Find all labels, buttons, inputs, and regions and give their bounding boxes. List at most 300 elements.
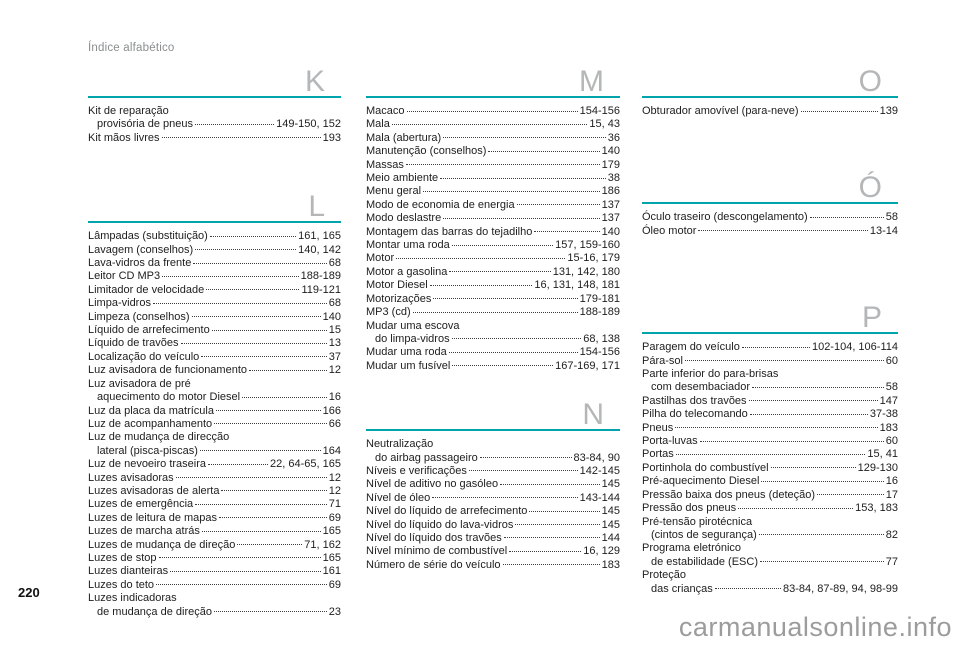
index-section-M (366, 62, 620, 373)
entry-pages: 68, 138 (583, 332, 620, 345)
index-entry (366, 545, 620, 558)
section-letter: Ó (858, 171, 882, 205)
index-section-L (88, 187, 341, 619)
dot-leader (509, 551, 581, 552)
entry-pages: 140 (601, 225, 620, 238)
index-entry (88, 565, 341, 578)
entry-pages: 140, 142 (298, 243, 341, 256)
dot-leader (214, 423, 327, 424)
entry-label: Luz avisadora de funcionamento (88, 364, 247, 377)
entry-pages: 149-150, 152 (276, 118, 341, 131)
index-entry (642, 355, 898, 368)
entry-label: Porta-luvas (642, 435, 698, 448)
entry-label: Mudar uma escova (366, 319, 460, 332)
entry-label: Kit mãos livres (88, 131, 160, 144)
entry-pages: 140 (601, 145, 620, 158)
index-entry (88, 391, 341, 404)
index-entry (88, 311, 341, 324)
index-entry (642, 489, 898, 502)
dot-leader (715, 588, 781, 589)
entry-label: aquecimento do motor Diesel (97, 391, 241, 404)
entry-label: Programa eletrónico (642, 542, 742, 555)
entry-label: MP3 (cd) (366, 306, 411, 319)
entry-label: do airbag passageiro (375, 451, 478, 464)
dot-leader (761, 481, 883, 482)
entry-pages: 147 (879, 394, 898, 407)
index-entry (642, 516, 898, 529)
entry-pages: 167-169, 171 (555, 359, 620, 372)
entry-label: Luzes do teto (88, 578, 155, 591)
section-letter: O (858, 65, 882, 98)
watermark: carmanualsonline.info (678, 612, 952, 642)
entry-list (642, 105, 898, 118)
entry-pages: 144 (601, 531, 620, 544)
dot-leader (452, 338, 582, 339)
entry-label: Modo de economia de energia (366, 198, 515, 211)
index-entry (88, 472, 341, 485)
dot-leader (162, 137, 321, 138)
index-entry (366, 320, 620, 333)
entry-label: Lâmpadas (substituição) (88, 230, 208, 243)
index-entry (642, 368, 898, 381)
index-entry (366, 492, 620, 505)
entry-label: Massas (366, 158, 404, 171)
index-entry (88, 337, 341, 350)
index-entry (642, 408, 898, 421)
index-entry (88, 512, 341, 525)
entry-label: Mala (abertura) (366, 131, 442, 144)
entry-list (88, 230, 341, 619)
entry-pages: 16, 129 (583, 545, 620, 558)
index-entry (366, 293, 620, 306)
entry-pages: 129-130 (857, 461, 898, 474)
entry-label: Luz de nevoeiro traseira (88, 458, 207, 471)
dot-leader (698, 230, 867, 231)
dot-leader (195, 124, 274, 125)
dot-leader (413, 312, 578, 313)
entry-pages: 145 (601, 505, 620, 518)
index-section-O (642, 62, 898, 118)
entry-label: Níveis e verificações (366, 464, 467, 477)
entry-list (642, 341, 898, 596)
entry-label: Luz de acompanhamento (88, 417, 213, 430)
entry-pages: 15 (328, 324, 341, 337)
index-entry (642, 529, 898, 542)
index-entry (366, 199, 620, 212)
index-entry (366, 346, 620, 359)
entry-label: Meio ambiente (366, 172, 439, 185)
entry-label: Líquido de travões (88, 337, 179, 350)
index-entry (366, 145, 620, 158)
index-entry (88, 105, 341, 118)
entry-pages: 157, 159-160 (555, 239, 620, 252)
entry-pages: 137 (601, 212, 620, 225)
index-column-3 (642, 62, 898, 596)
entry-pages: 165 (322, 551, 341, 564)
index-section-K (88, 62, 341, 145)
dot-leader (221, 490, 326, 491)
entry-pages: 16, 131, 148, 181 (534, 279, 620, 292)
entry-label: Motor a gasolina (366, 265, 448, 278)
entry-pages: 165 (322, 525, 341, 538)
dot-leader (249, 370, 327, 371)
index-entry (642, 462, 898, 475)
entry-label: Luzes indicadoras (88, 592, 177, 605)
index-entry (366, 559, 620, 572)
entry-label: Nível do líquido de arrefecimento (366, 505, 528, 518)
section-header-rule (642, 298, 898, 334)
dot-leader (159, 557, 321, 558)
index-entry (88, 445, 341, 458)
index-entry (88, 118, 341, 131)
section-header-rule (642, 168, 898, 204)
entry-label: Limpeza (conselhos) (88, 310, 190, 323)
entry-label: Montar uma roda (366, 239, 450, 252)
index-entry (88, 418, 341, 431)
index-entry (642, 569, 898, 582)
entry-pages: 143-144 (579, 491, 620, 504)
dot-leader (517, 204, 600, 205)
entry-label: Luzes de stop (88, 551, 157, 564)
index-entry (88, 606, 341, 619)
index-entry (642, 105, 898, 118)
dot-leader (449, 352, 578, 353)
index-entry (88, 378, 341, 391)
section-header-rule (88, 187, 341, 223)
entry-pages: 193 (322, 131, 341, 144)
entry-list (366, 105, 620, 373)
dot-leader (214, 611, 327, 612)
dot-leader (406, 164, 600, 165)
index-entry (366, 452, 620, 465)
entry-label: Número de série do veículo (366, 558, 501, 571)
entry-label: Leitor CD MP3 (88, 270, 161, 283)
entry-pages: 179-181 (579, 292, 620, 305)
index-entry (88, 351, 341, 364)
dot-leader (700, 441, 884, 442)
index-entry (88, 525, 341, 538)
section-letter: L (308, 190, 325, 224)
entry-label: Pastilhas dos travões (642, 394, 747, 407)
entry-label: com desembaciador (651, 381, 751, 394)
index-entry (642, 542, 898, 555)
dot-leader (469, 470, 578, 471)
index-entry (366, 519, 620, 532)
index-entry (642, 225, 898, 238)
entry-label: de estabilidade (ESC) (651, 555, 759, 568)
entry-label: Menu geral (366, 185, 422, 198)
entry-label: Pressão baixa dos pneus (deteção) (642, 488, 816, 501)
index-entry (366, 333, 620, 346)
entry-pages: 16 (328, 391, 341, 404)
index-entry (366, 212, 620, 225)
dot-leader (212, 330, 327, 331)
index-entry (642, 341, 898, 354)
dot-leader (440, 178, 606, 179)
entry-label: Nível de óleo (366, 491, 431, 504)
index-entry (88, 405, 341, 418)
entry-label: Parte inferior do para-brisas (642, 368, 779, 381)
entry-list (642, 211, 898, 238)
entry-label: Localização do veículo (88, 350, 200, 363)
entry-label: Proteção (642, 569, 687, 582)
index-entry (88, 257, 341, 270)
dot-leader (749, 400, 878, 401)
entry-pages: 188-189 (300, 270, 341, 283)
index-entry (366, 239, 620, 252)
dot-leader (480, 457, 572, 458)
dot-leader (738, 508, 853, 509)
entry-pages: 145 (601, 518, 620, 531)
index-column-1 (88, 62, 341, 619)
index-entry (366, 159, 620, 172)
index-entry (366, 266, 620, 279)
index-entry (88, 579, 341, 592)
entry-label: Luz da placa da matrícula (88, 404, 214, 417)
entry-pages: 82 (885, 528, 898, 541)
index-entry (642, 395, 898, 408)
page-number: 220 (18, 585, 40, 600)
dot-leader (396, 258, 565, 259)
dot-leader (206, 289, 299, 290)
entry-label: Motor (366, 252, 395, 265)
dot-leader (504, 537, 600, 538)
entry-label: Mudar um fusível (366, 359, 451, 372)
entry-label: Pilha do telecomando (642, 408, 748, 421)
index-entry (642, 502, 898, 515)
dot-leader (801, 111, 878, 112)
entry-label: Obturador amovível (para-neve) (642, 105, 799, 117)
dot-leader (759, 534, 884, 535)
entry-label: Macaco (366, 105, 405, 117)
entry-pages: 38 (607, 172, 620, 185)
entry-pages: 71 (328, 498, 341, 511)
entry-pages: 188-189 (579, 306, 620, 319)
entry-pages: 12 (328, 484, 341, 497)
dot-leader (153, 303, 327, 304)
entry-label: Luzes de emergência (88, 498, 194, 511)
entry-label: (cintos de segurança) (651, 528, 757, 541)
entry-pages: 37 (328, 350, 341, 363)
dot-leader (675, 427, 877, 428)
section-letter: N (582, 398, 604, 432)
entry-pages: 69 (328, 578, 341, 591)
dot-leader (432, 497, 577, 498)
index-entry (88, 297, 341, 310)
entry-list (366, 438, 620, 572)
entry-label: Luzes avisadoras (88, 471, 174, 484)
entry-label: Óleo motor (642, 224, 697, 237)
index-entry (642, 556, 898, 569)
entry-pages: 186 (601, 185, 620, 198)
index-entry (366, 532, 620, 545)
entry-label: Manutenção (conselhos) (366, 145, 487, 158)
entry-label: Nível do líquido do lava-vidros (366, 518, 514, 531)
entry-label: Luz avisadora de pré (88, 377, 191, 390)
dot-leader (771, 467, 856, 468)
entry-label: do limpa-vidros (375, 332, 450, 345)
dot-leader (430, 285, 533, 286)
index-entry (366, 438, 620, 451)
entry-pages: 68 (328, 297, 341, 310)
entry-pages: 183 (601, 558, 620, 571)
index-entry (88, 592, 341, 605)
index-entry (366, 105, 620, 118)
entry-pages: 60 (885, 435, 898, 448)
section-header-rule (366, 395, 620, 431)
dot-leader (443, 218, 599, 219)
entry-pages: 13-14 (869, 224, 898, 237)
entry-pages: 12 (328, 364, 341, 377)
entry-pages: 131, 142, 180 (552, 265, 620, 278)
index-entry (88, 364, 341, 377)
index-entry (366, 185, 620, 198)
entry-pages: 66 (328, 417, 341, 430)
entry-pages: 22, 64-65, 165 (270, 458, 341, 471)
dot-leader (534, 231, 599, 232)
index-entry (88, 132, 341, 145)
dot-leader (529, 511, 599, 512)
index-entry (366, 252, 620, 265)
entry-list (88, 105, 341, 145)
entry-label: Luzes avisadoras de alerta (88, 484, 220, 497)
index-entry (88, 324, 341, 337)
entry-label: Lavagem (conselhos) (88, 243, 194, 256)
entry-label: de mudança de direção (97, 605, 212, 618)
dot-leader (201, 356, 326, 357)
index-entry (642, 422, 898, 435)
entry-label: Neutralização (366, 438, 434, 451)
dot-leader (760, 561, 884, 562)
dot-leader (685, 360, 884, 361)
entry-pages: 12 (328, 471, 341, 484)
entry-label: Nível de aditivo no gasóleo (366, 478, 499, 491)
entry-pages: 164 (322, 444, 341, 457)
dot-leader (237, 544, 302, 545)
entry-label: Paragem do veículo (642, 341, 740, 354)
entry-pages: 179 (601, 158, 620, 171)
dot-leader (156, 584, 327, 585)
entry-pages: 161 (322, 565, 341, 578)
entry-pages: 137 (601, 198, 620, 211)
entry-label: Nível do líquido dos travões (366, 531, 502, 544)
entry-pages: 15, 43 (589, 118, 620, 131)
entry-pages: 71, 162 (304, 538, 341, 551)
section-letter: M (579, 65, 604, 98)
entry-label: Mudar uma roda (366, 346, 447, 359)
section-header-rule (366, 62, 620, 98)
entry-pages: 15, 41 (867, 448, 898, 461)
dot-leader (181, 343, 327, 344)
entry-pages: 154-156 (579, 105, 620, 117)
dot-leader (210, 236, 296, 237)
dot-leader (202, 531, 321, 532)
entry-pages: 36 (607, 131, 620, 144)
entry-pages: 17 (885, 488, 898, 501)
entry-label: Pára-sol (642, 354, 683, 367)
entry-label: Montagem das barras do tejadilho (366, 225, 533, 238)
entry-label: Modo deslastre (366, 212, 442, 225)
entry-label: provisória de pneus (97, 118, 194, 131)
dot-leader (407, 111, 578, 112)
entry-pages: 83-84, 90 (573, 451, 620, 464)
dot-leader (488, 151, 599, 152)
entry-pages: 60 (885, 354, 898, 367)
dot-leader (200, 450, 321, 451)
entry-pages: 102-104, 106-114 (811, 341, 898, 354)
entry-pages: 145 (601, 478, 620, 491)
dot-leader (195, 249, 296, 250)
index-entry (642, 583, 898, 596)
index-entry (366, 360, 620, 373)
section-header-rule (88, 62, 341, 98)
entry-label: Óculo traseiro (descongelamento) (642, 211, 808, 224)
index-entry (88, 230, 341, 243)
index-entry (88, 458, 341, 471)
dot-leader (176, 477, 327, 478)
entry-pages: 68 (328, 257, 341, 270)
entry-label: lateral (pisca-piscas) (97, 444, 198, 457)
entry-pages: 153, 183 (855, 502, 898, 515)
dot-leader (208, 464, 268, 465)
index-entry (642, 435, 898, 448)
entry-label: Motor Diesel (366, 279, 428, 292)
dot-leader (195, 504, 327, 505)
index-entry (366, 279, 620, 292)
dot-leader (170, 571, 321, 572)
entry-label: Kit de reparação (88, 105, 169, 117)
entry-pages: 140 (322, 310, 341, 323)
index-entry (366, 478, 620, 491)
index-entry (88, 284, 341, 297)
entry-label: Luzes de mudança de direção (88, 538, 236, 551)
index-entry (366, 465, 620, 478)
index-entry (88, 244, 341, 257)
section-letter: P (861, 301, 882, 335)
entry-pages: 139 (879, 105, 898, 117)
entry-pages: 37-38 (869, 408, 898, 421)
section-header-rule (642, 62, 898, 98)
dot-leader (216, 410, 321, 411)
index-entry (642, 448, 898, 461)
index-section-P (642, 298, 898, 596)
dot-leader (515, 524, 599, 525)
dot-leader (752, 387, 884, 388)
index-entry (88, 498, 341, 511)
entry-pages: 83-84, 87-89, 94, 98-99 (783, 582, 898, 595)
index-entry (366, 132, 620, 145)
dot-leader (452, 365, 553, 366)
entry-label: Lava-vidros da frente (88, 257, 192, 270)
dot-leader (449, 271, 550, 272)
index-entry (366, 226, 620, 239)
entry-label: Luz de mudança de direcção (88, 431, 230, 444)
entry-label: Limitador de velocidade (88, 283, 205, 296)
entry-label: Luzes de marcha atrás (88, 525, 200, 538)
dot-leader (219, 517, 327, 518)
entry-pages: 77 (885, 555, 898, 568)
entry-pages: 15-16, 179 (567, 252, 620, 265)
index-section-Ó (642, 168, 898, 238)
dot-leader (392, 124, 588, 125)
entry-label: Portinhola do combustível (642, 461, 769, 474)
index-section-N (366, 395, 620, 572)
entry-pages: 119-121 (301, 283, 341, 296)
entry-pages: 58 (885, 381, 898, 394)
section-letter: K (304, 65, 325, 98)
entry-label: Luzes de leitura de mapas (88, 511, 218, 524)
index-entry (366, 306, 620, 319)
